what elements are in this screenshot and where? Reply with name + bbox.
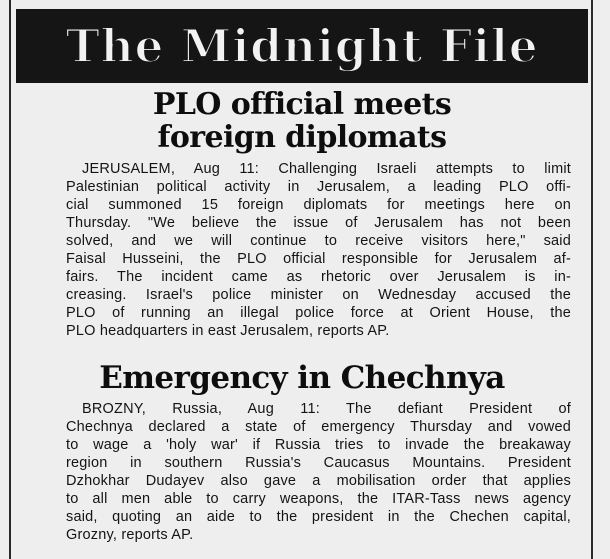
article-1-body-line: creasing. Israel's police minister on Wednesday accused the bbox=[66, 287, 571, 303]
article-2-body-line: Chechnya declared a state of emergency Thursday and vowed bbox=[66, 419, 571, 435]
article-1-body-line: Faisal Husseini, the PLO official responsible for Jerusalem af- bbox=[66, 251, 571, 267]
article-2-body-line: said, quoting an aide to the president in the Chechen capital, bbox=[66, 509, 571, 525]
article-1-body-line: PLO headquarters in east Jerusalem, reports AP. bbox=[66, 323, 390, 339]
article-2-body-line: region in southern Russia's Caucasus Mountains. President bbox=[66, 455, 571, 471]
article-2-body-line: to all men able to carry weapons, the ITAR-Tass news agency bbox=[66, 491, 571, 507]
article-1-body-line: Thursday. "We believe the issue of Jerusalem has not been bbox=[66, 215, 571, 231]
article-1-body-line: PLO of running an illegal police force at Orient House, the bbox=[66, 305, 571, 321]
article-1-body-line: fairs. The incident came as rhetoric over Jerusalem is in- bbox=[66, 269, 571, 285]
article-2-body-line: Grozny, reports AP. bbox=[66, 527, 194, 543]
article-1-body-line: solved, and we will continue to receive visitors here," said bbox=[66, 233, 571, 249]
masthead-title: The Midnight File bbox=[65, 19, 539, 73]
article-1-headline-line-1: PLO official meets bbox=[152, 87, 452, 122]
article-2-headline: Emergency in Chechnya bbox=[99, 360, 505, 396]
article-2-body-line: Dzhokhar Dudayev also gave a mobilisation order that applies bbox=[66, 473, 571, 489]
column-rule-right bbox=[591, 0, 593, 559]
article-2-body-line: to wage a 'holy war' if Russia tries to invade the breakaway bbox=[66, 437, 571, 453]
article-1-body-line: JERUSALEM, Aug 11: Challenging Israeli attempts to limit bbox=[82, 161, 571, 177]
article-1-body-line: cial summoned 15 foreign diplomats for meetings here on bbox=[66, 197, 571, 213]
article-1-headline-line-2: foreign diplomats bbox=[157, 120, 447, 155]
article-1-body-line: Palestinian political activity in Jerusalem, a leading PLO offi- bbox=[66, 179, 571, 195]
article-2-body-line: BROZNY, Russia, Aug 11: The defiant President of bbox=[82, 401, 571, 417]
column-rule-left bbox=[9, 0, 11, 559]
masthead-banner bbox=[16, 9, 588, 83]
